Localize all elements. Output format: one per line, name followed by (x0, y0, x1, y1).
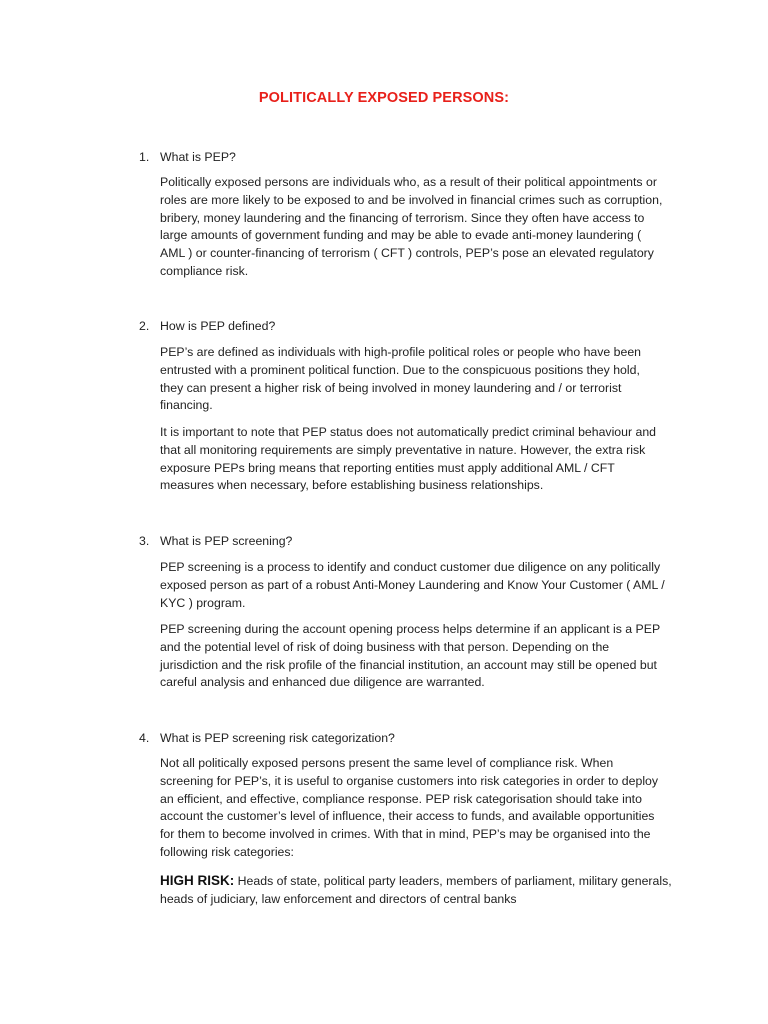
question-number: 3. (139, 534, 150, 548)
high-risk-label: HIGH RISK: (160, 873, 235, 888)
text-line: large amounts of government funding and may be able to evade anti-money laundering ( (160, 228, 642, 243)
answer-4-paragraph-1 (160, 755, 659, 862)
text-line: AML ) or counter-financing of terrorism ( CFT ) controls, PEP’s pose an elevated regulatory (160, 246, 654, 261)
text-line: careful analysis and enhanced due diligence are warranted. (160, 675, 485, 690)
text-line: financing. (160, 398, 213, 413)
answer-2-paragraph-1 (160, 344, 656, 415)
text-line: measures when necessary, before establishing business relationships. (160, 478, 544, 493)
page-title: POLITICALLY EXPOSED PERSONS: (258, 90, 510, 106)
text-line: PEP screening is a process to identify and conduct customer due diligence on any politically (160, 560, 661, 574)
answer-2-paragraph-2 (160, 424, 656, 495)
high-risk-text: Heads of state, political party leaders, members of parliament, military generals, (234, 874, 672, 888)
text-line: PEP screening during the account opening process helps determine if an applicant is a PEP (160, 622, 661, 636)
text-line: jurisdiction and the risk profile of the financial institution, an account may still be opened but (160, 657, 657, 672)
text-line: It is important to note that PEP status does not automatically predict criminal behaviour and (160, 425, 657, 439)
text-line: Politically exposed persons are individuals who, as a result of their political appointments or (160, 175, 657, 189)
text-line (160, 872, 672, 891)
text-line: compliance risk. (160, 263, 249, 278)
text-line: screening for PEP’s, it is useful to organise customers into risk categories in order to deploy (160, 773, 659, 788)
text-line: account the customer’s level of influence, their access to funds, and available opportunities (160, 809, 655, 824)
question-1 (139, 148, 236, 166)
text-line: KYC ) program. (160, 595, 246, 610)
text-line: Not all politically exposed persons present the same level of compliance risk. When (160, 756, 614, 770)
question-number: 4. (139, 731, 150, 745)
answer-1-paragraph-1 (160, 174, 663, 281)
text-line: for them to become involved in crimes. With that in mind, PEP’s may be organised into the (160, 827, 651, 842)
question-text: How is PEP defined? (160, 319, 276, 333)
answer-3-paragraph-1 (160, 559, 665, 612)
text-line: heads of judiciary, law enforcement and directors of central banks (160, 891, 517, 906)
text-line: exposure PEPs bring means that reporting entities must apply additional AML / CFT (160, 460, 615, 475)
question-text: What is PEP? (160, 150, 236, 164)
text-line: roles are more likely to be exposed to and be involved in financial crimes such as corruption, (160, 192, 663, 207)
question-number: 1. (139, 150, 150, 164)
text-line: exposed person as part of a robust Anti-Money Laundering and Know Your Customer ( AML / (160, 577, 665, 592)
question-3 (139, 532, 292, 550)
text-line: entrusted with a prominent political function. Due to the conspicuous positions they hold, (160, 362, 640, 377)
text-line: an efficient, and effective, compliance response. PEP risk categorisation should take into (160, 791, 642, 806)
text-line: bribery, money laundering and the financing of terrorism. Since they often have access to (160, 210, 645, 225)
text-line: PEP’s are defined as individuals with high-profile political roles or people who have been (160, 345, 642, 359)
question-number: 2. (139, 319, 150, 333)
text-line: they can present a higher risk of being involved in money laundering and / or terrorist (160, 380, 622, 395)
question-text: What is PEP screening? (160, 534, 293, 548)
answer-3-paragraph-2 (160, 621, 661, 692)
high-risk-paragraph (160, 872, 672, 909)
question-4 (139, 729, 395, 747)
question-text: What is PEP screening risk categorization? (160, 731, 395, 745)
text-line: that all monitoring requirements are simply preventative in nature. However, the extra risk (160, 442, 646, 457)
question-2 (139, 317, 275, 335)
text-line: following risk categories: (160, 844, 294, 859)
text-line: and the potential level of risk of doing business with that person. Depending on the (160, 639, 610, 654)
